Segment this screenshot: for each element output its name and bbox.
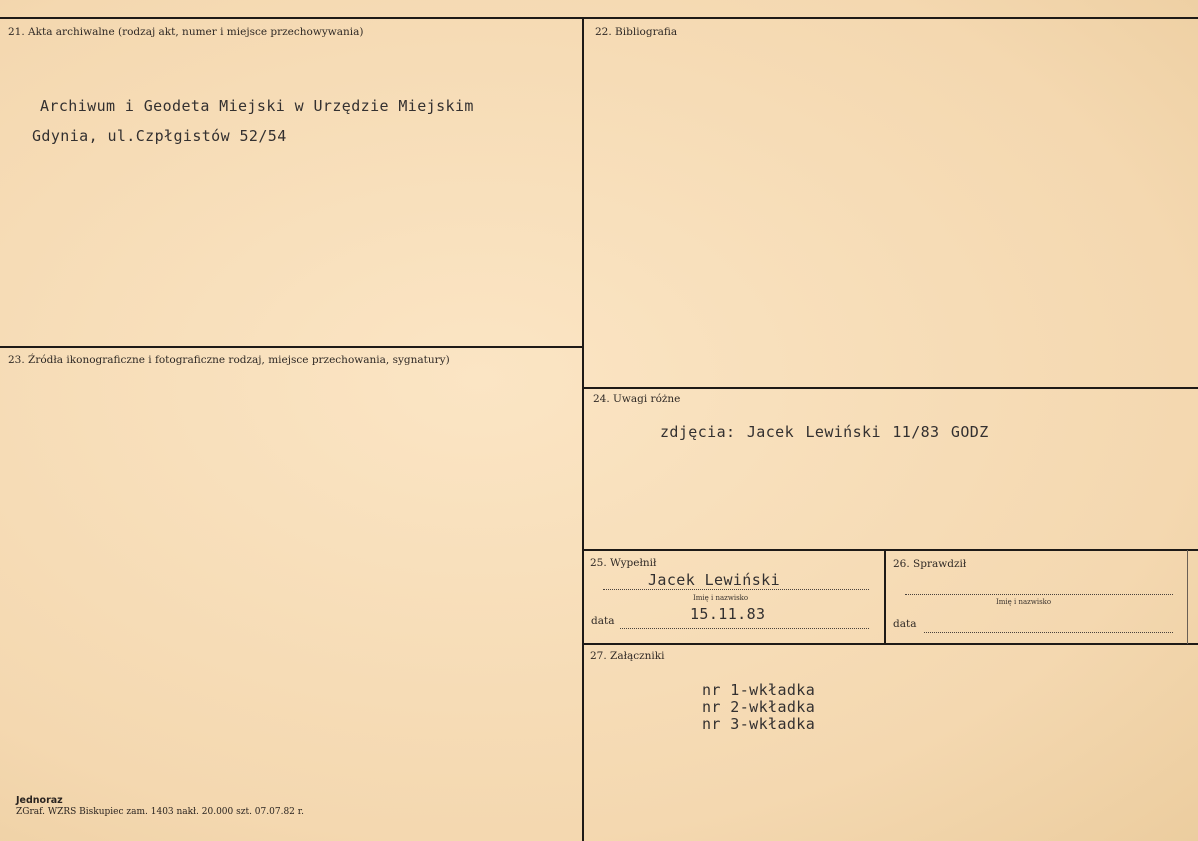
footer-line-2: ZGraf. WZRS Biskupiec zam. 1403 nakł. 20.000 szt. 07.07.82 r. xyxy=(16,807,304,817)
field-25-date-label: data xyxy=(591,615,615,627)
field-25-name-caption: Imię i nazwisko xyxy=(693,594,749,602)
field-26-name-caption: Imię i nazwisko xyxy=(996,598,1052,606)
field-25-label: 25. Wypełnił xyxy=(590,557,657,569)
field-25-date: 15.11.83 xyxy=(690,605,766,623)
field-24-label: 24. Uwagi różne xyxy=(593,393,681,405)
divider-22-24 xyxy=(583,387,1198,389)
divider-21-23 xyxy=(0,346,583,348)
vertical-divider xyxy=(582,17,584,841)
divider-24-25 xyxy=(583,549,1198,551)
field-27-item-3: nr 3-wkładka xyxy=(702,715,816,733)
field-27-label: 27. Załączniki xyxy=(590,650,665,662)
top-border xyxy=(0,17,1198,19)
field-21-line-2: Gdynia, ul.Czpłgistów 52/54 xyxy=(32,127,287,145)
field-21-line-1: Archiwum i Geodeta Miejski w Urzędzie Miejskim xyxy=(40,97,474,115)
divider-25-27 xyxy=(583,643,1198,645)
field-21-label: 21. Akta archiwalne (rodzaj akt, numer i miejsce przechowywania) xyxy=(8,26,364,38)
field-27-item-2: nr 2-wkładka xyxy=(702,698,816,716)
right-edge xyxy=(1187,550,1188,644)
field-25-name-line xyxy=(603,589,869,590)
divider-25-26 xyxy=(884,550,886,644)
field-26-label: 26. Sprawdził xyxy=(893,558,967,570)
footer-line-1: Jednoraz xyxy=(16,795,63,806)
field-27-item-1: nr 1-wkładka xyxy=(702,681,816,699)
field-22-label: 22. Bibliografia xyxy=(595,26,678,38)
field-26-name-line xyxy=(905,594,1173,595)
field-25-date-line xyxy=(620,628,869,629)
field-24-text: zdjęcia: Jacek Lewiński 11/83 GODZ xyxy=(660,423,989,441)
field-25-name: Jacek Lewiński xyxy=(648,571,781,589)
field-26-date-line xyxy=(924,632,1173,633)
field-23-label: 23. Źródła ikonograficzne i fotograficzne rodzaj, miejsce przechowania, sygnatury) xyxy=(8,354,450,366)
field-26-date-label: data xyxy=(893,618,917,630)
